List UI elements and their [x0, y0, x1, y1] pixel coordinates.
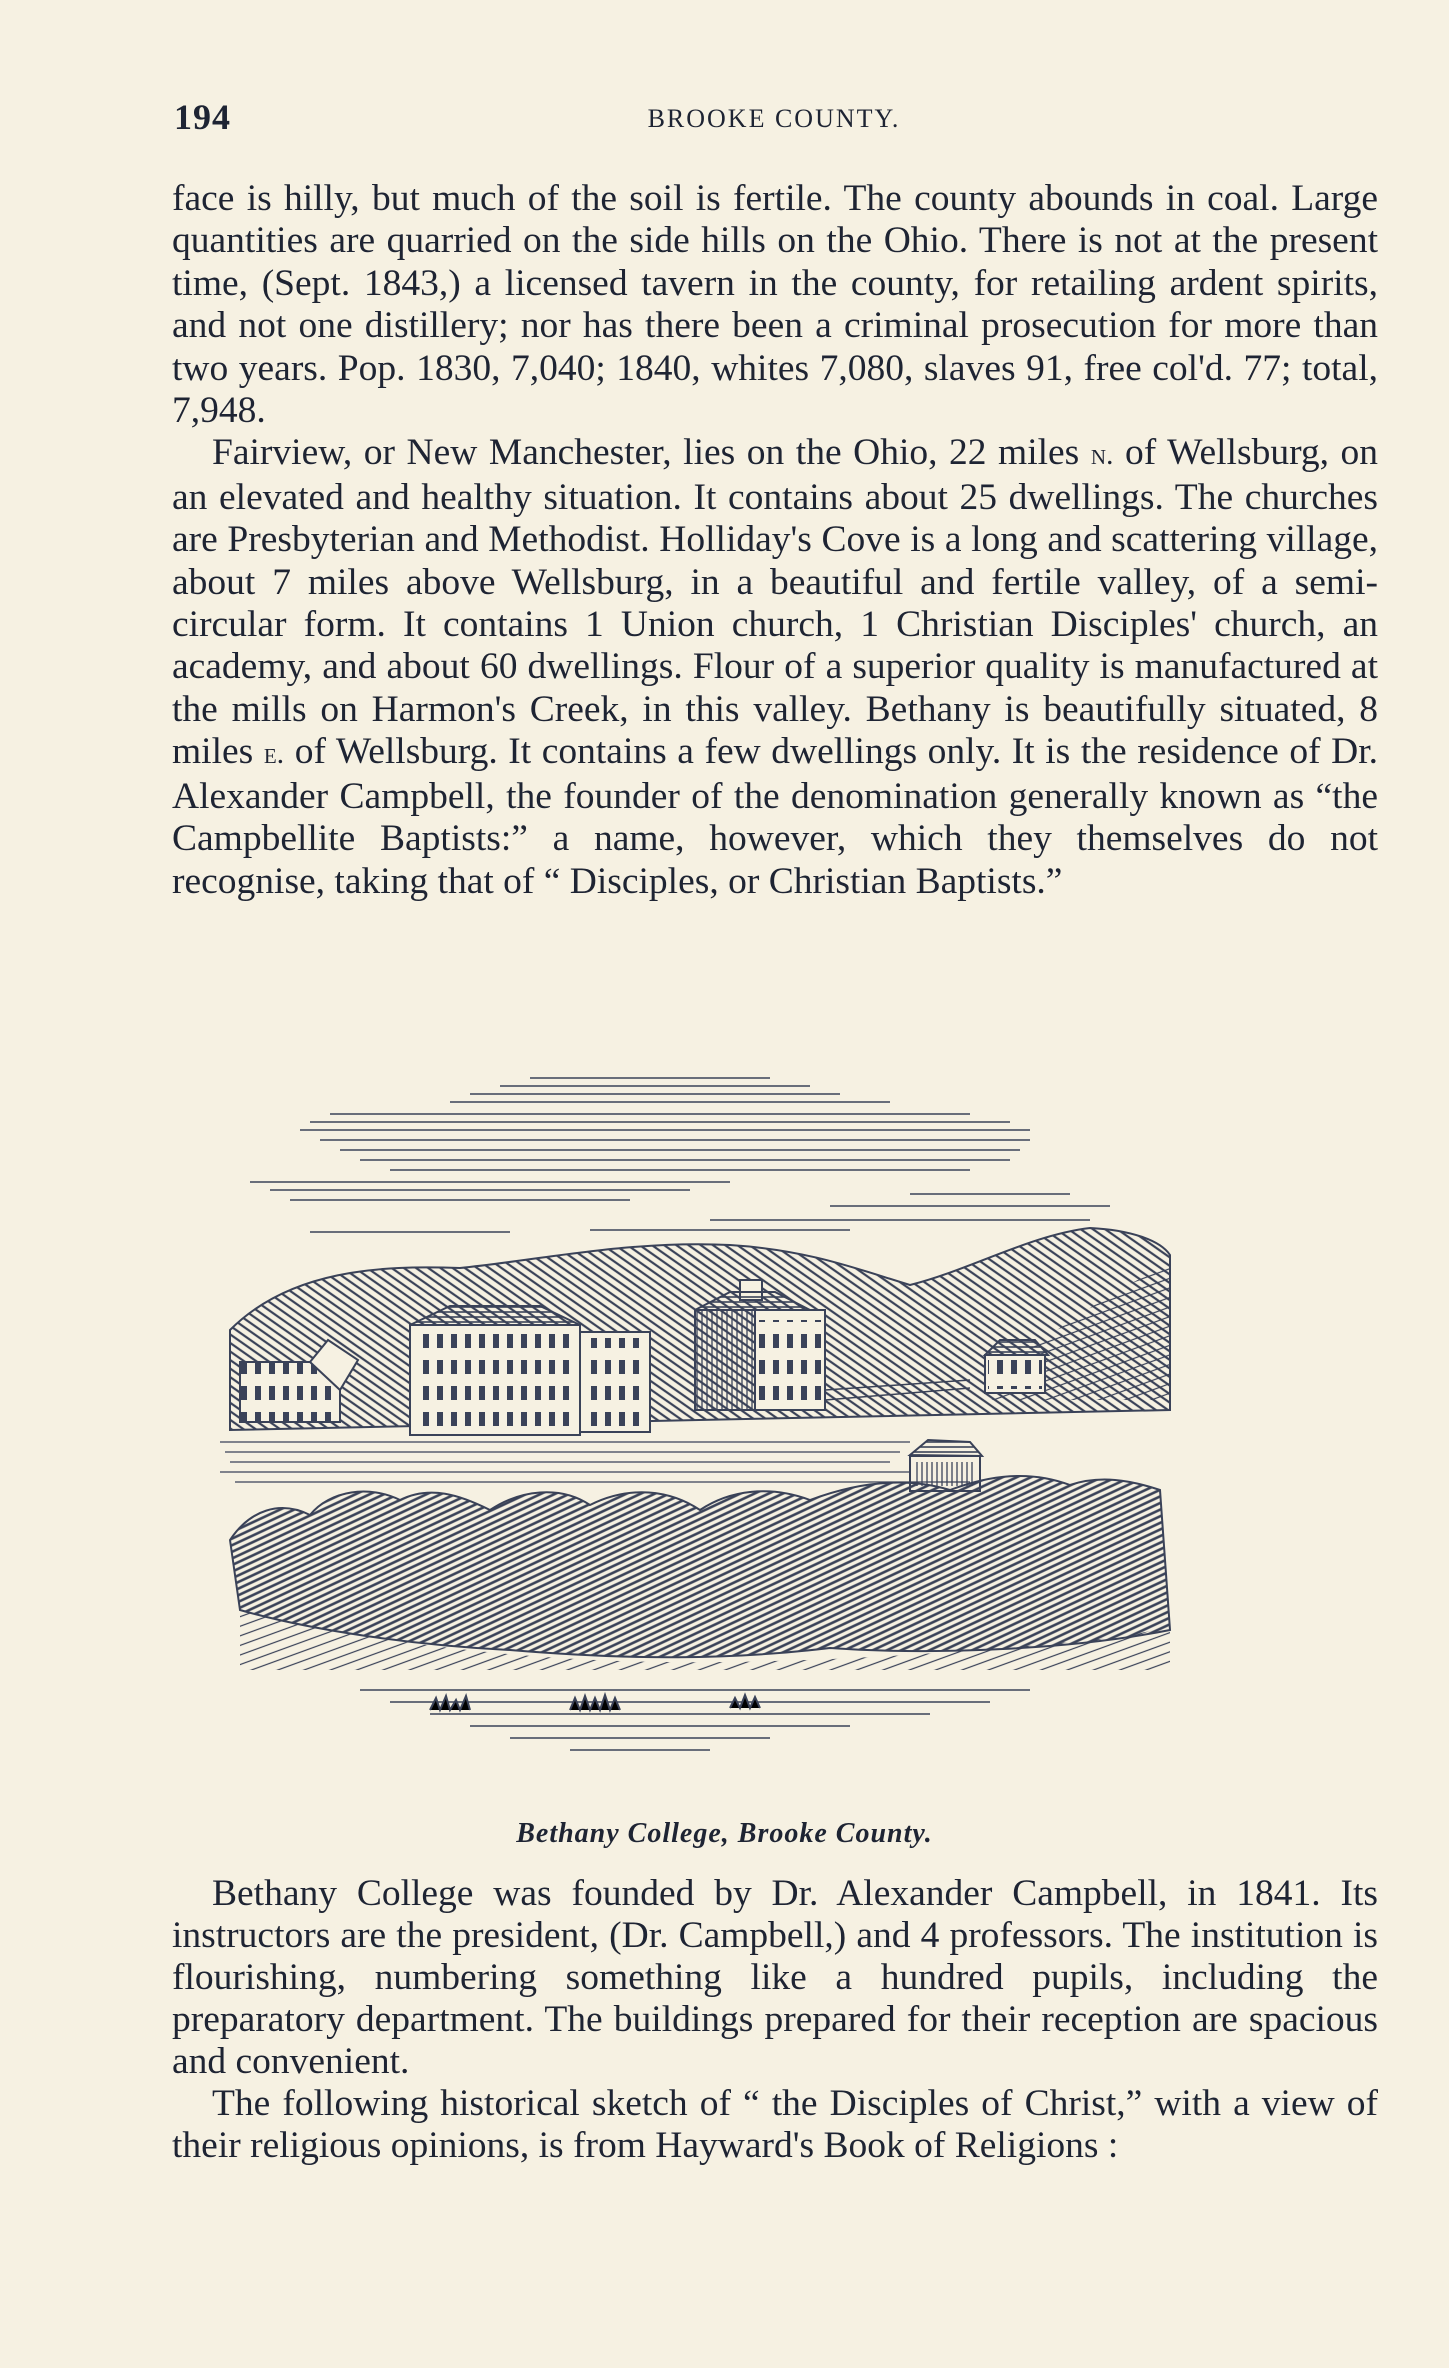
page-header	[174, 96, 1374, 144]
direction-north-abbrev: n.	[1090, 438, 1114, 472]
paragraph-towns	[172, 432, 1378, 902]
paragraph-historical-sketch-intro: The following historical sketch of “ the Disciples of Christ,” with a view of their religious opinions, is from Hayward's Book of Religions :	[172, 2083, 1378, 2166]
paragraph-towns-part-1: Fairview, or New Manchester, lies on the Ohio, 22 miles	[212, 432, 1080, 474]
bethany-college-engraving	[210, 1070, 1340, 1810]
running-head: BROOKE COUNTY.	[647, 104, 901, 133]
lower-text-block	[172, 1873, 1378, 2167]
water-lines	[360, 1690, 1030, 1750]
paragraph-college-history: Bethany College was founded by Dr. Alexander Campbell, in 1841. Its instructors are the president, (Dr. Campbell,) and 4 professors. The institution is flourishing, numbering something like a hundred pupils, including the preparatory department. The buildings prepared for their reception are spacious and convenient.	[172, 1873, 1378, 2082]
foreground-trees	[230, 1476, 1170, 1657]
illustration-caption: Bethany College, Brooke County.	[516, 1818, 933, 1849]
paragraph-county-description: face is hilly, but much of the soil is fertile. The county abounds in coal. Large quantities are quarried on the side hills on the Ohio. There is not at the present time, (Sept. 1843,) a licensed tavern in the county, for retailing ardent spirits, and not one distillery; nor has there been a criminal prosecution for more than two years. Pop. 1830, 7,040; 1840, whites 7,080, slaves 91, free col'd. 77; total, 7,948.	[172, 178, 1378, 432]
paragraph-towns-part-2: of Wellsburg, on an elevated and healthy situation. It contains about 25 dwellings. The churches are Presbyterian and Methodist. Holliday's Cove is a long and scattering village, about 7 miles above Wellsburg, in a beautiful and fertile valley, of a semi-circular form. It contains 1 Union church, 1 Christian Disciples' church, an academy, and about 60 dwellings. Flour of a superior quality is manufactured at the mills on Harmon's Creek, in this valley. Bethany is beautifully situated, 8 miles	[172, 432, 1379, 773]
paragraph-towns-part-3: of Wellsburg. It contains a few dwellings only. It is the residence of Dr. Alexander Campbell, the founder of the denomination generally known as “the Campbellite Baptists:” a name, however, which they themselves do not recognise, taking that of “ Disciples, or Christian Baptists.”	[172, 731, 1378, 902]
upper-text-block	[172, 178, 1378, 903]
meadow-lines	[220, 1442, 970, 1482]
hill-house	[985, 1340, 1048, 1393]
page-number: 194	[174, 97, 231, 137]
direction-east-abbrev: e.	[263, 737, 285, 771]
sky-lines	[250, 1078, 1110, 1232]
